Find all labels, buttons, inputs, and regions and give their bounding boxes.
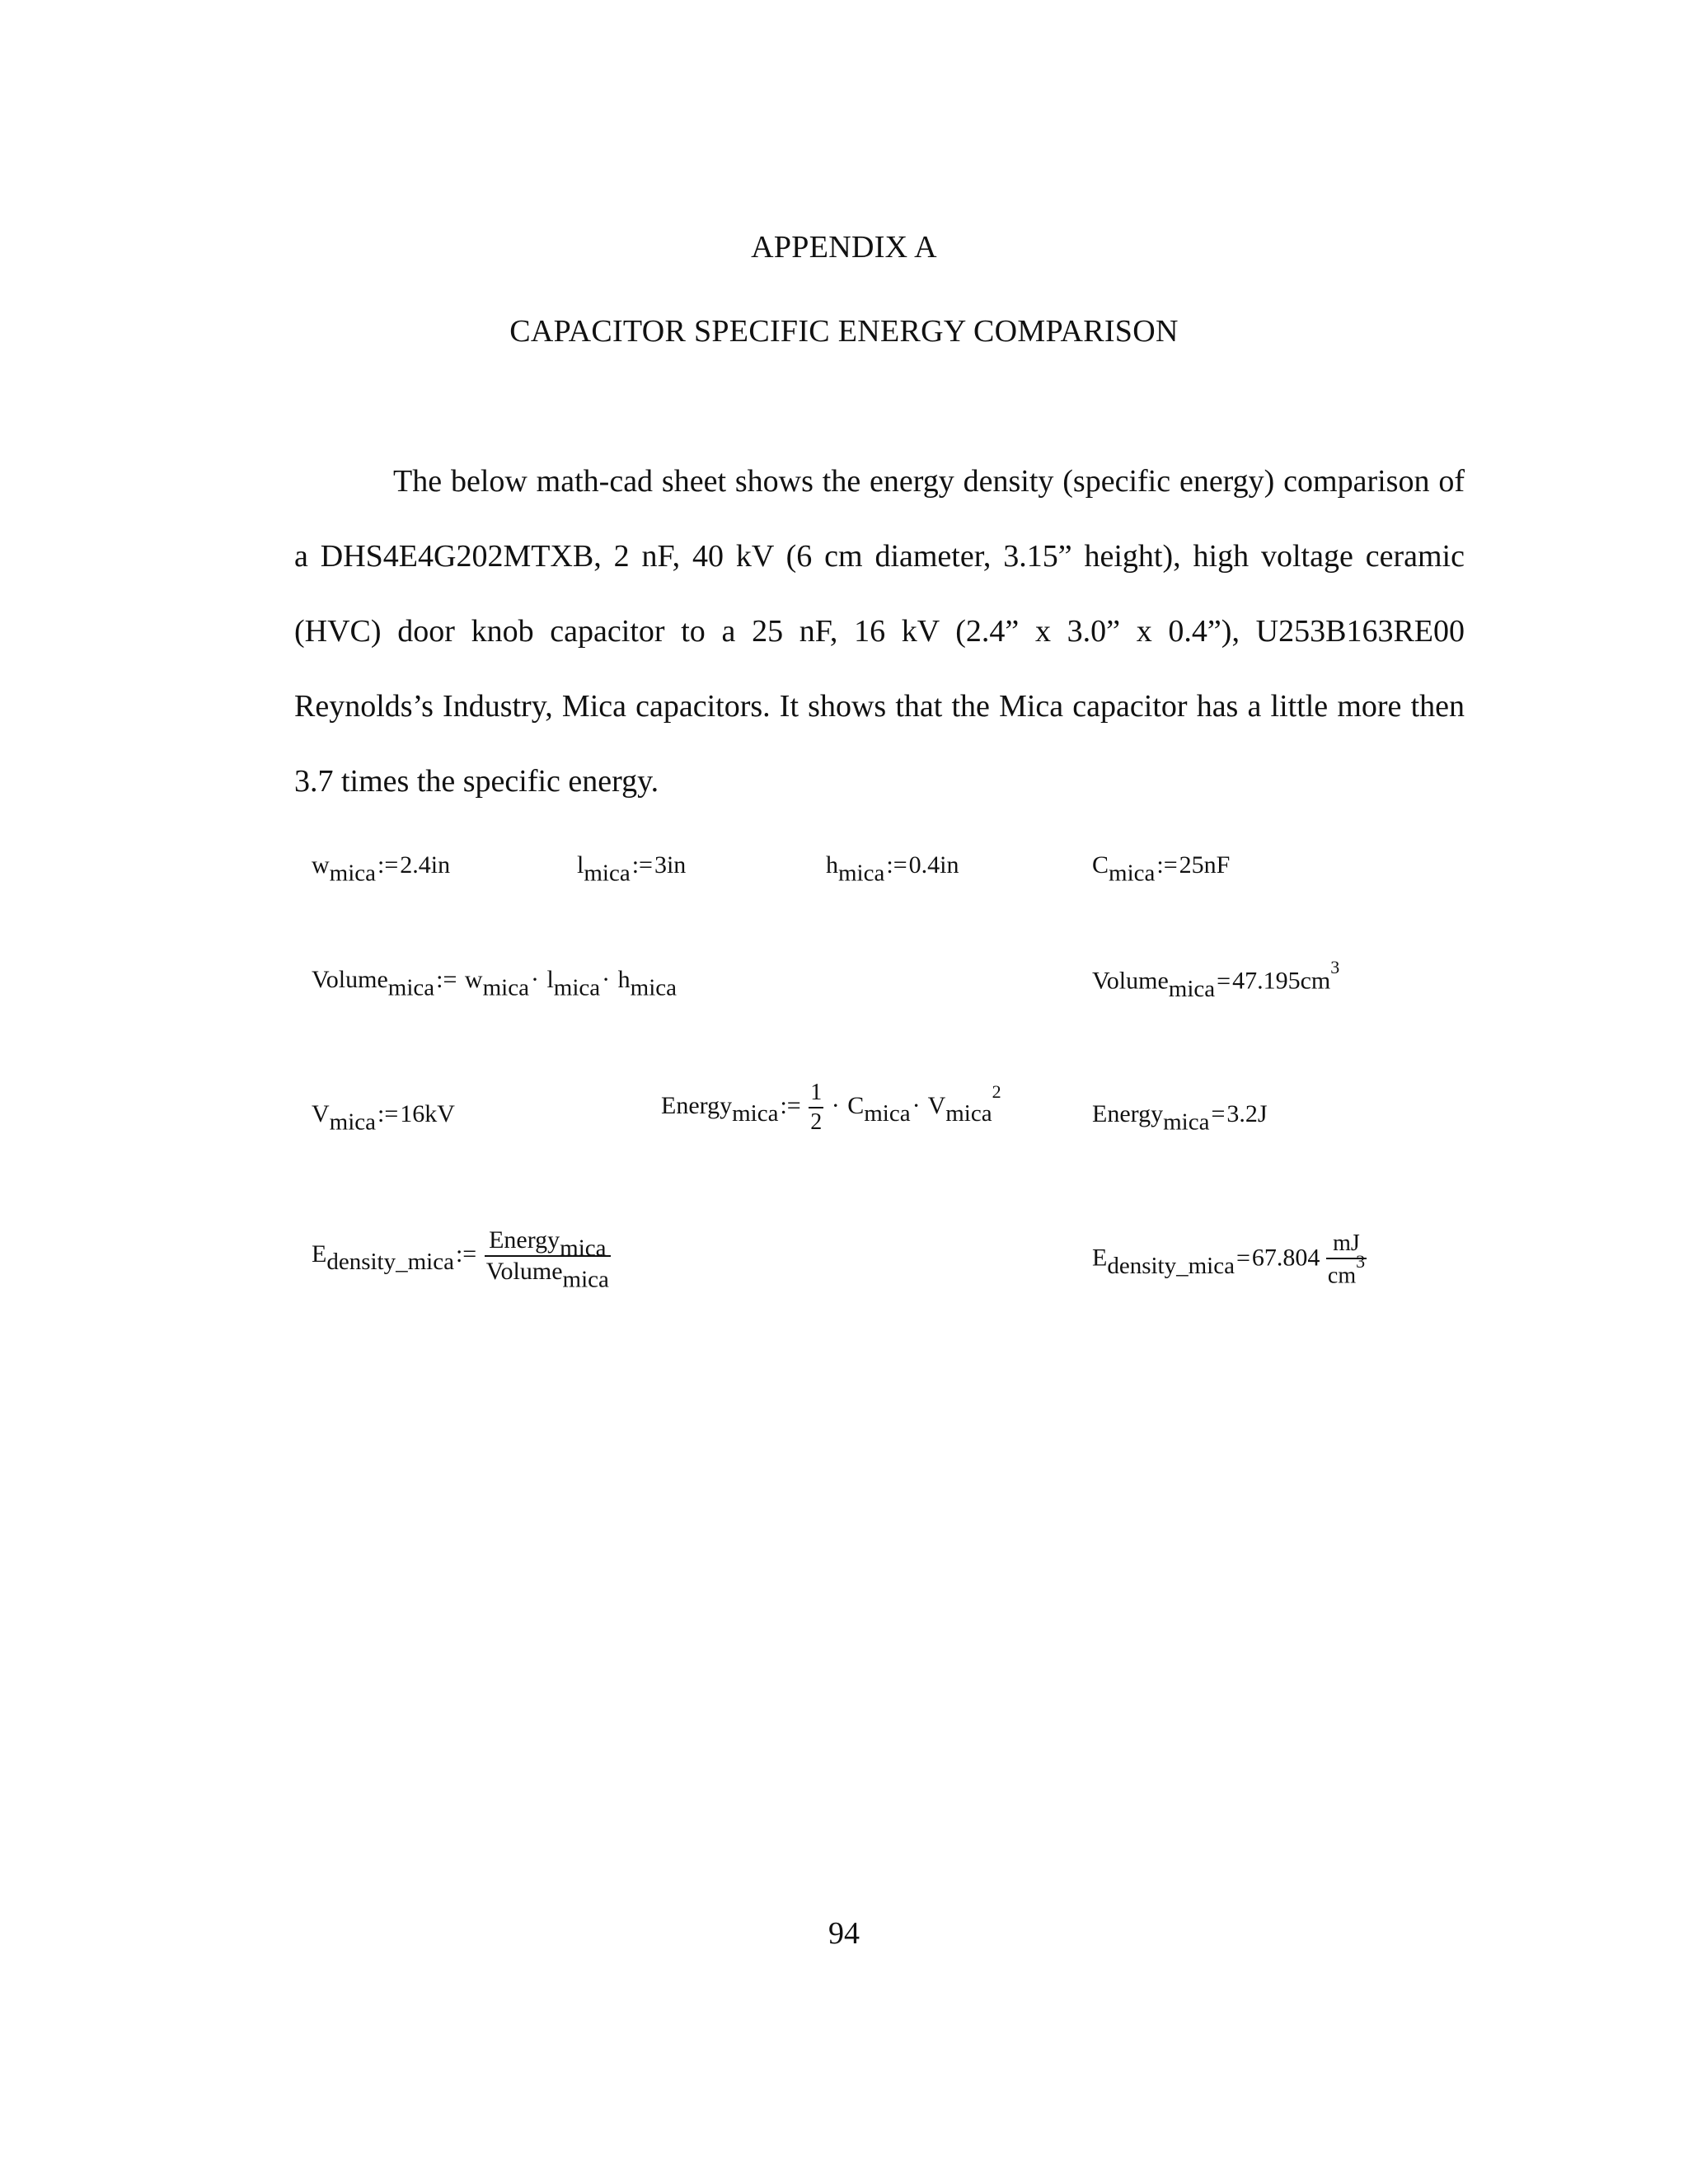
assign-operator: :=: [780, 1091, 801, 1119]
def-capacitance: [1092, 851, 1231, 887]
assign-operator: :=: [377, 851, 399, 879]
page-number: 94: [828, 1916, 860, 1951]
dot-operator: ·: [530, 966, 539, 993]
density-subscript: density_mica: [1107, 1253, 1235, 1279]
width-symbol: w: [312, 851, 330, 879]
square-exponent: 2: [992, 1081, 1001, 1103]
density-denominator: [485, 1255, 611, 1293]
assign-operator: :=: [886, 851, 907, 879]
height-subscript: mica: [630, 974, 678, 1001]
equals-operator: =: [1211, 1100, 1226, 1127]
height-symbol: h: [826, 851, 838, 879]
energy-subscript: mica: [560, 1235, 607, 1262]
dot-operator: ·: [602, 966, 611, 993]
assign-operator: :=: [436, 966, 457, 993]
volume-subscript: mica: [387, 974, 435, 1001]
volume-symbol: Volume: [1092, 967, 1169, 995]
height-subscript: mica: [838, 860, 885, 887]
density-subscript: density_mica: [326, 1249, 454, 1276]
def-height: [826, 851, 959, 887]
density-unit-base: cm: [1327, 1263, 1357, 1289]
def-width: [312, 851, 451, 887]
volume-symbol: Volume: [485, 1258, 563, 1285]
volume-subscript: mica: [562, 1266, 609, 1293]
capacitance-subscript: mica: [1109, 860, 1156, 887]
voltage-symbol: V: [312, 1100, 330, 1127]
density-result-value: 67.804: [1251, 1244, 1320, 1272]
energy-symbol: Energy: [489, 1226, 560, 1254]
height-value: 0.4in: [908, 851, 959, 879]
density-numerator: [485, 1226, 611, 1262]
capacitance-subscript: mica: [864, 1100, 911, 1127]
appendix-title: CAPACITOR SPECIFIC ENERGY COMPARISON: [509, 314, 1179, 349]
capacitance-value: 25nF: [1179, 851, 1231, 879]
assign-operator: :=: [631, 851, 653, 879]
density-unit-numerator: mJ: [1333, 1230, 1360, 1256]
width-symbol: w: [464, 966, 483, 993]
def-voltage: [312, 1100, 455, 1136]
assign-operator: :=: [1156, 851, 1178, 879]
volume-result: [1092, 957, 1340, 1002]
energy-subscript: mica: [732, 1100, 779, 1127]
height-symbol: h: [617, 966, 631, 993]
density-symbol: E: [1092, 1244, 1108, 1272]
length-subscript: mica: [584, 860, 631, 887]
half-denominator: 2: [809, 1107, 823, 1134]
energy-subscript: mica: [1163, 1108, 1210, 1136]
volume-symbol: Volume: [312, 966, 388, 993]
volume-result-value: 47.195cm: [1232, 967, 1331, 995]
length-symbol: l: [577, 851, 584, 879]
half-numerator: 1: [810, 1080, 823, 1105]
energy-result-value: 3.2J: [1226, 1100, 1268, 1127]
density-result: [1092, 1232, 1367, 1288]
cube-exponent: 3: [1356, 1251, 1366, 1272]
dot-operator: ·: [912, 1091, 921, 1119]
volume-subscript: mica: [1168, 975, 1216, 1002]
density-symbol: E: [312, 1240, 327, 1268]
energy-definition: [661, 1081, 1001, 1134]
assign-operator: :=: [377, 1100, 399, 1127]
def-length: [577, 851, 687, 887]
capacitance-symbol: C: [847, 1091, 865, 1119]
energy-result: [1092, 1100, 1268, 1136]
length-subscript: mica: [553, 974, 601, 1001]
half-fraction: [809, 1081, 823, 1134]
density-unit-denominator: [1326, 1251, 1367, 1289]
length-symbol: l: [546, 966, 554, 993]
appendix-label: APPENDIX A: [751, 230, 937, 265]
intro-paragraph: [294, 444, 1465, 819]
cube-exponent: 3: [1330, 957, 1340, 977]
width-subscript: mica: [329, 860, 377, 887]
capacitance-symbol: C: [1092, 851, 1109, 879]
voltage-subscript: mica: [329, 1108, 377, 1136]
equals-operator: =: [1236, 1244, 1250, 1272]
density-definition: [312, 1226, 611, 1293]
length-value: 3in: [654, 851, 687, 879]
energy-symbol: Energy: [1092, 1100, 1164, 1127]
width-value: 2.4in: [400, 851, 451, 879]
equals-operator: =: [1217, 967, 1231, 995]
volume-definition: [312, 966, 678, 1001]
voltage-symbol: V: [927, 1091, 946, 1119]
voltage-subscript: mica: [945, 1100, 992, 1127]
intro-paragraph-text: The below math-cad sheet shows the energy density (specific energy) comparison of a DHS4E4G202MTXB, 2 nF, 40 kV (6 cm diameter, 3.15” height), high voltage ceramic (HVC) door knob capacitor to a 25 nF, 16 kV (2.4” x 3.0” x 0.4”), U253B163RE00 Reynolds’s Industry, Mica capacitors. It shows that the Mica capacitor has a little more then 3.7 times the specific energy.: [294, 464, 1465, 799]
energy-symbol: Energy: [661, 1091, 733, 1119]
voltage-value: 16kV: [400, 1100, 455, 1127]
width-subscript: mica: [482, 974, 529, 1001]
density-unit-fraction: [1326, 1232, 1367, 1288]
dot-operator: ·: [831, 1091, 840, 1119]
assign-operator: :=: [455, 1240, 477, 1268]
density-fraction: [485, 1226, 611, 1293]
